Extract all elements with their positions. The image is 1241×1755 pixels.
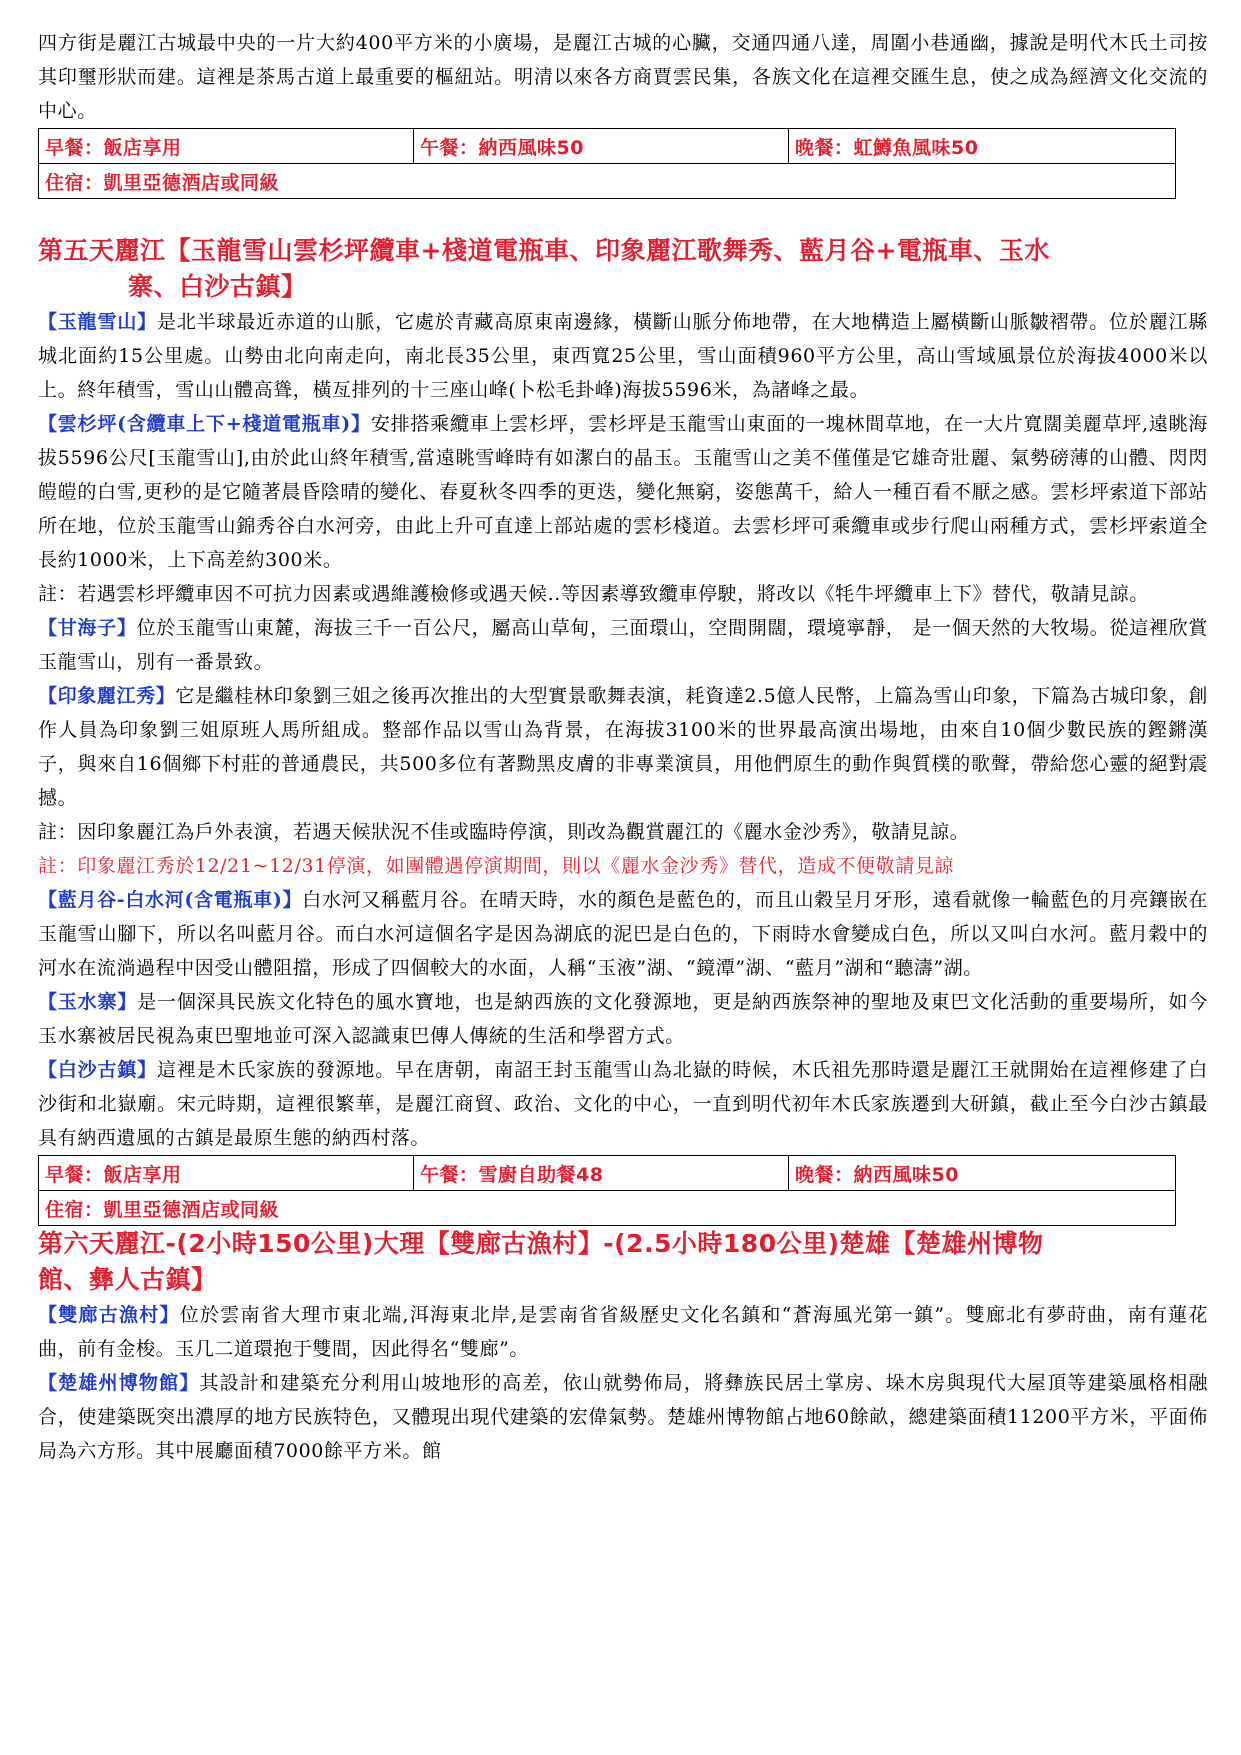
section-label: 【印象麗江秀】 bbox=[38, 685, 176, 707]
section-text: 這裡是木氏家族的發源地。早在唐朝，南詔王封玉龍雪山為北嶽的時候，木氏祖先那時還是麗江王就開始在這裡修建了白沙街和北嶽廟。宋元時期，這裡很繁華，是麗江商貿、政治、文化的中心，一直到明代初年木氏家族遷到大研鎮，截止至今白沙古鎮最具有納西遺風的古鎮是最原生態的納西村落。 bbox=[38, 1059, 1208, 1149]
breakfast-cell: 早餐：飯店享用 bbox=[39, 129, 414, 164]
section-yulong-snow-mountain bbox=[38, 305, 1208, 407]
dinner-cell: 晚餐：納西風味50 bbox=[789, 1156, 1176, 1191]
note-text: 註：因印象麗江為戶外表演，若遇天候狀況不佳或臨時停演，則改為觀賞麗江的《麗水金沙秀》，敬請見諒。 bbox=[38, 821, 970, 843]
section-text: 白水河又稱藍月谷。在晴天時，水的顏色是藍色的，而且山穀呈月牙形，遠看就像一輪藍色的月亮鑲嵌在玉龍雪山腳下，所以名叫藍月谷。而白水河這個名字是因為湖底的泥巴是白色的，下雨時水會變成白色，所以又叫白水河。藍月穀中的河水在流淌過程中因受山體阻擋，形成了四個較大的水面，人稱“玉液”湖、“鏡潭”湖、“藍月”湖和“聽濤”湖。 bbox=[38, 889, 1208, 979]
section-text: 位於雲南省大理市東北端,洱海東北岸,是雲南省省級歷史文化名鎮和“蒼海風光第一鎮”。雙廊北有夢莳曲，南有蓮花曲，前有金梭。玉几二道環抱于雙間，因此得名“雙廊”。 bbox=[38, 1304, 1209, 1360]
meal-table-2 bbox=[38, 1155, 1176, 1226]
day6-heading bbox=[38, 1226, 1208, 1298]
lodging-row bbox=[39, 1191, 1176, 1226]
note-outdoor-show bbox=[38, 815, 1208, 849]
section-label: 【藍月谷-白水河(含電瓶車)】 bbox=[38, 889, 303, 911]
lodging-row bbox=[39, 164, 1176, 199]
day5-heading-line2: 寨、白沙古鎮】 bbox=[128, 272, 307, 301]
section-impression-lijiang bbox=[38, 679, 1208, 815]
section-text: 是一個深具民族文化特色的風水寶地，也是納西族的文化發源地，更是納西族祭神的聖地及東巴文化活動的重要場所，如今玉水寨被居民視為東巴聖地並可深入認識東巴傳人傳統的生活和學習方式。 bbox=[38, 991, 1208, 1047]
section-label: 【玉水寨】 bbox=[38, 991, 138, 1013]
section-text: 其設計和建築充分利用山坡地形的高差，依山就勢佈局，將彝族民居土掌房、垛木房與現代大屋頂等建築風格相融合，使建築既突出濃厚的地方民族特色，又體現出現代建築的宏偉氣勢。楚雄州博物館占地60餘畝，總建築面積11200平方米，平面佈局為六方形。其中展廳面積7000餘平方米。館 bbox=[38, 1372, 1208, 1462]
section-text: 它是繼桂林印象劉三姐之後再次推出的大型實景歌舞表演，耗資達2.5億人民幣，上篇為雪山印象，下篇為古城印象，創作人員為印象劉三姐原班人馬所組成。整部作品以雪山為背景，在海拔3100米的世界最高演出場地，由來自10個少數民族的鏗鏘漢子，與來自16個鄉下村莊的普通農民，共500多位有著黝黑皮膚的非專業演員，用他們原生的動作與質樸的歌聲，帶給您心靈的絕對震撼。 bbox=[38, 685, 1208, 809]
section-yushuizhai bbox=[38, 985, 1208, 1053]
lodging-cell: 住宿：凱里亞德酒店或同級 bbox=[39, 164, 1176, 199]
section-chuxiong-museum bbox=[38, 1366, 1208, 1468]
section-text: 位於玉龍雪山東麓，海拔三千一百公尺，屬高山草甸，三面環山，空間開闊，環境寧靜， 是一個天然的大牧場。從這裡欣賞玉龍雪山，別有一番景致。 bbox=[38, 617, 1208, 673]
section-shuanglang bbox=[38, 1298, 1208, 1366]
note-show-suspension: 註：印象麗江秀於12/21~12/31停演，如團體遇停演期間，則以《麗水金沙秀》替代，造成不便敬請見諒 bbox=[38, 855, 955, 877]
section-label: 【甘海子】 bbox=[38, 617, 137, 639]
section-baisha-town bbox=[38, 1053, 1208, 1155]
lodging-cell: 住宿：凱里亞德酒店或同級 bbox=[39, 1191, 1176, 1226]
meal-row bbox=[39, 1156, 1176, 1191]
section-ganhaizi bbox=[38, 611, 1208, 679]
note-text: 註：若遇雲杉坪纜車因不可抗力因素或遇維護檢修或遇天候..等因素導致纜車停駛，將改以《牦牛坪纜車上下》替代，敬請見諒。 bbox=[38, 583, 1149, 605]
section-blue-moon-valley bbox=[38, 883, 1208, 985]
note-cable-car bbox=[38, 577, 1208, 611]
day6-heading-line2: 館、彝人古鎮】 bbox=[38, 1265, 217, 1294]
meal-table-1 bbox=[38, 128, 1176, 199]
dinner-cell: 晚餐：虹鱒魚風味50 bbox=[789, 129, 1176, 164]
day6-heading-line1: 第六天麗江-(2小時150公里)大理【雙廊古漁村】-(2.5小時180公里)楚雄【楚雄州博物 bbox=[38, 1229, 1044, 1258]
day5-heading-line1: 第五天麗江【玉龍雪山雲杉坪纜車+棧道電瓶車、印象麗江歌舞秀、藍月谷+電瓶車、玉水 bbox=[38, 236, 1050, 265]
section-label: 【白沙古鎮】 bbox=[38, 1059, 158, 1081]
document-page bbox=[38, 26, 1208, 1468]
section-text: 是北半球最近赤道的山脈，它處於青藏高原東南邊緣，橫斷山脈分佈地帶，在大地構造上屬橫斷山脈皺褶帶。位於麗江縣城北面約15公里處。山勢由北向南走向，南北長35公里，東西寬25公里，雪山面積960平方公里，高山雪域風景位於海拔4000米以上。終年積雪，雪山山體高聳，橫亙排列的十三座山峰(卜松毛卦峰)海拔5596米，為諸峰之最。 bbox=[38, 311, 1208, 401]
lunch-cell: 午餐：雪廚自助餐48 bbox=[414, 1156, 789, 1191]
day5-heading bbox=[38, 233, 1208, 305]
lunch-cell: 午餐：納西風味50 bbox=[414, 129, 789, 164]
section-label: 【雲杉坪(含纜車上下+棧道電瓶車)】 bbox=[38, 413, 371, 435]
section-label: 【玉龍雪山】 bbox=[38, 311, 158, 333]
section-label: 【楚雄州博物館】 bbox=[38, 1372, 200, 1394]
meal-row bbox=[39, 129, 1176, 164]
section-label: 【雙廊古漁村】 bbox=[38, 1304, 180, 1326]
breakfast-cell: 早餐：飯店享用 bbox=[39, 1156, 414, 1191]
intro-paragraph: 四方街是麗江古城最中央的一片大約400平方米的小廣場，是麗江古城的心臟，交通四通八達，周圍小巷通幽，據說是明代木氏土司按其印璽形狀而建。這裡是茶馬古道上最重要的樞紐站。明清以來各方商賈雲民集，各族文化在這裡交匯生息，使之成為經濟文化交流的中心。 bbox=[38, 32, 1208, 122]
section-yunshanping bbox=[38, 407, 1208, 577]
section-text: 安排搭乘纜車上雲杉坪，雲杉坪是玉龍雪山東面的一塊林間草地，在一大片寬闊美麗草坪,遠眺海拔5596公尺[玉龍雪山],由於此山終年積雪,當遠眺雪峰時有如潔白的晶玉。玉龍雪山之美不僅僅是它雄奇壯麗、氣勢磅薄的山體、閃閃皚皚的白雪,更秒的是它隨著晨昏陰晴的變化、春夏秋冬四季的更迭，變化無窮，姿態萬千，給人一種百看不厭之感。雲杉坪索道下部站所在地，位於玉龍雪山錦秀谷白水河旁，由此上升可直達上部站處的雲杉棧道。去雲杉坪可乘纜車或步行爬山兩種方式，雲杉坪索道全長約1000米，上下高差約300米。 bbox=[38, 413, 1209, 571]
